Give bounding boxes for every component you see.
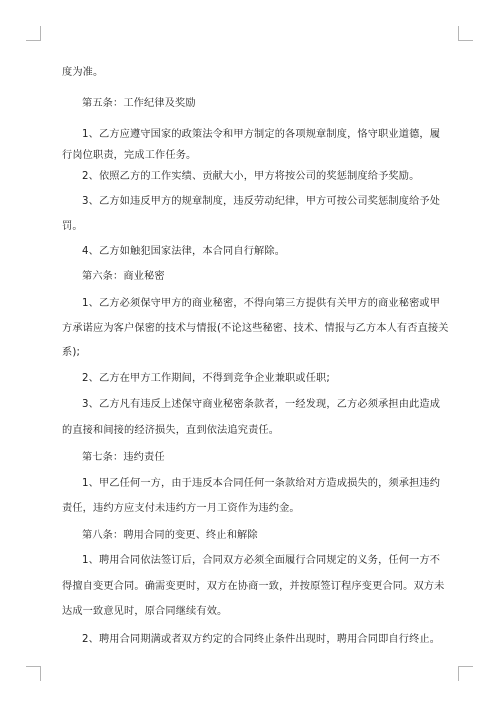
- paragraph-line: 1、聘用合同依法签订后，合同双方必须全面履行合同规定的义务，任何一方不: [82, 555, 441, 566]
- paragraph-line: 罚。: [62, 221, 83, 232]
- paragraph-line: 的直接和间接的经济损失，直到依法追究责任。: [62, 425, 280, 436]
- paragraph-line: 方承诺应为客户保密的技术与情报(不论这些秘密、技术、情报与乙方本人有否直接关: [62, 323, 449, 334]
- paragraph-line: 2、乙方在甲方工作期间，不得到竞争企业兼职或任职;: [82, 373, 330, 384]
- paragraph-line: 1、甲乙任何一方，由于违反本合同任何一条款给对方造成损失的，须承担违约: [82, 478, 441, 489]
- corner-mark-bottom-left: [26, 666, 41, 681]
- section-heading: 第五条：工作纪律及奖励: [82, 98, 196, 109]
- section-heading: 第八条：聘用合同的变更、终止和解除: [82, 530, 258, 541]
- paragraph-line: 3、乙方凡有违反上述保守商业秘密条款者，一经发现，乙方必须承担由此造成: [82, 399, 441, 410]
- paragraph-line: 1、乙方必须保守甲方的商业秘密，不得向第三方提供有关甲方的商业秘密或甲: [82, 298, 441, 309]
- corner-mark-bottom-right: [458, 666, 473, 681]
- section-heading: 第七条：违约责任: [82, 452, 165, 463]
- corner-mark-top-right: [458, 26, 473, 41]
- paragraph-line: 3、乙方如违反甲方的规章制度，违反劳动纪律，甲方可按公司奖惩制度给予处: [82, 196, 441, 207]
- corner-mark-top-left: [26, 26, 41, 41]
- paragraph-line: 2、依照乙方的工作实绩、贡献大小，甲方将按公司的奖惩制度给予奖励。: [82, 171, 420, 182]
- paragraph-line: 达成一致意见时，原合同继续有效。: [62, 606, 228, 617]
- paragraph-line: 行岗位职责，完成工作任务。: [62, 150, 197, 161]
- paragraph-line: 得擅自变更合同。确需变更时，双方在协商一致，并按原签订程序变更合同。双方未: [62, 581, 445, 592]
- section-heading: 第六条：商业秘密: [82, 271, 165, 282]
- paragraph-line: 2、聘用合同期满或者双方约定的合同终止条件出现时，聘用合同即自行终止。: [82, 634, 441, 645]
- paragraph-line: 度为准。: [62, 67, 104, 78]
- paragraph-line: 系);: [62, 347, 81, 358]
- paragraph-line: 责任，违约方应支付未违约方一月工资作为违约金。: [62, 503, 300, 514]
- paragraph-line: 4、乙方如触犯国家法律，本合同自行解除。: [82, 246, 286, 257]
- paragraph-line: 1、乙方应遵守国家的政策法令和甲方制定的各项规章制度，恪守职业道德，履: [82, 129, 441, 140]
